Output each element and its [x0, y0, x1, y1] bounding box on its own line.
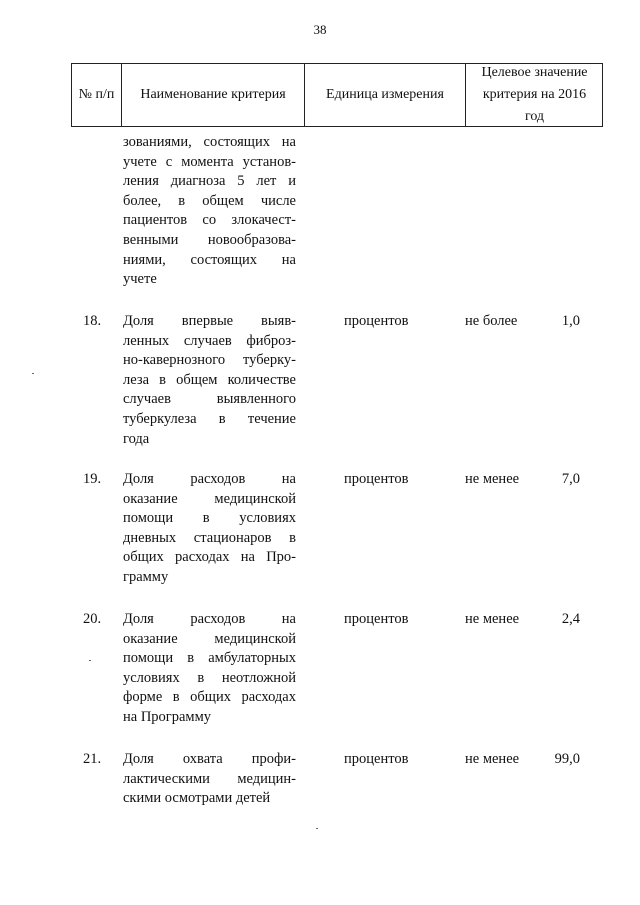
text-line: на Программу	[123, 708, 212, 725]
scan-speck	[89, 660, 91, 661]
text-line: зованиями, состоящих на	[123, 134, 296, 150]
text-line: Доля расходов на	[123, 611, 296, 627]
text-line: случаев выявленного	[123, 391, 296, 408]
value-cell: 99,0	[554, 751, 580, 767]
table-header	[71, 63, 603, 127]
unit-cell: процентов	[344, 611, 409, 627]
unit-cell: процентов	[344, 471, 409, 487]
criterion-description	[123, 750, 296, 809]
text-line: учете с момента установ-	[123, 153, 296, 170]
unit-cell: процентов	[344, 751, 409, 767]
text-line: помощи в условиях	[123, 510, 296, 527]
row-number: 18.	[83, 313, 102, 329]
text-line: лактическими медицин-	[123, 770, 296, 787]
text-line: условиях в неотложной	[123, 669, 296, 686]
text-line: оказание медицинской	[123, 490, 296, 507]
comparison-cell: не менее	[465, 611, 520, 627]
row-number: 21.	[83, 751, 102, 767]
text-line: года	[123, 430, 150, 447]
value-cell: 1,0	[561, 313, 580, 329]
header-num	[72, 64, 122, 126]
text-line: пациентов со злокачест-	[123, 212, 296, 229]
unit-cell: процентов	[344, 313, 409, 329]
header-name: Наименование критерия	[122, 64, 305, 126]
continued-criterion-text	[123, 133, 296, 290]
row-number: 19.	[83, 471, 102, 487]
scan-speck	[316, 828, 318, 829]
value-cell: 2,4	[561, 611, 580, 627]
text-line: общих расходах на Про-	[123, 549, 296, 566]
comparison-cell: не менее	[465, 471, 520, 487]
text-line: учете	[123, 271, 157, 288]
text-line: форме в общих расходах	[123, 689, 296, 706]
header-target-label: Целевое значение критерия на 2016 год	[481, 65, 588, 124]
text-line: Доля охвата профи-	[123, 751, 296, 767]
comparison-cell: не менее	[465, 751, 520, 767]
row-number: 20.	[83, 611, 102, 627]
header-num-label: № п/п	[78, 87, 115, 103]
text-line: дневных стационаров в	[123, 529, 296, 546]
page-number: 38	[313, 22, 327, 37]
text-line: но-кавернозного туберку-	[123, 352, 296, 369]
text-line: туберкулеза в течение	[123, 410, 296, 427]
text-line: Доля расходов на	[123, 471, 296, 487]
criterion-description	[123, 470, 296, 588]
text-line: ниями, состоящих на	[123, 251, 296, 268]
criterion-description	[123, 312, 296, 449]
text-line: оказание медицинской	[123, 630, 296, 647]
header-target	[466, 64, 603, 126]
text-line: леза в общем количестве	[123, 371, 296, 388]
text-line: грамму	[123, 568, 169, 585]
text-line: ленных случаев фиброз-	[123, 332, 296, 349]
header-unit: Единица измерения	[305, 64, 466, 126]
comparison-cell: не более	[465, 313, 518, 329]
scan-speck	[32, 373, 34, 374]
text-line: скими осмотрами детей	[123, 790, 271, 807]
text-line: ления диагноза 5 лет и	[123, 173, 296, 190]
criterion-description	[123, 610, 296, 728]
text-line: более, в общем числе	[123, 192, 296, 209]
text-line: венными новообразова-	[123, 231, 296, 248]
value-cell: 7,0	[561, 471, 580, 487]
text-line: Доля впервые выяв-	[123, 313, 296, 329]
text-line: помощи в амбулаторных	[123, 650, 296, 667]
